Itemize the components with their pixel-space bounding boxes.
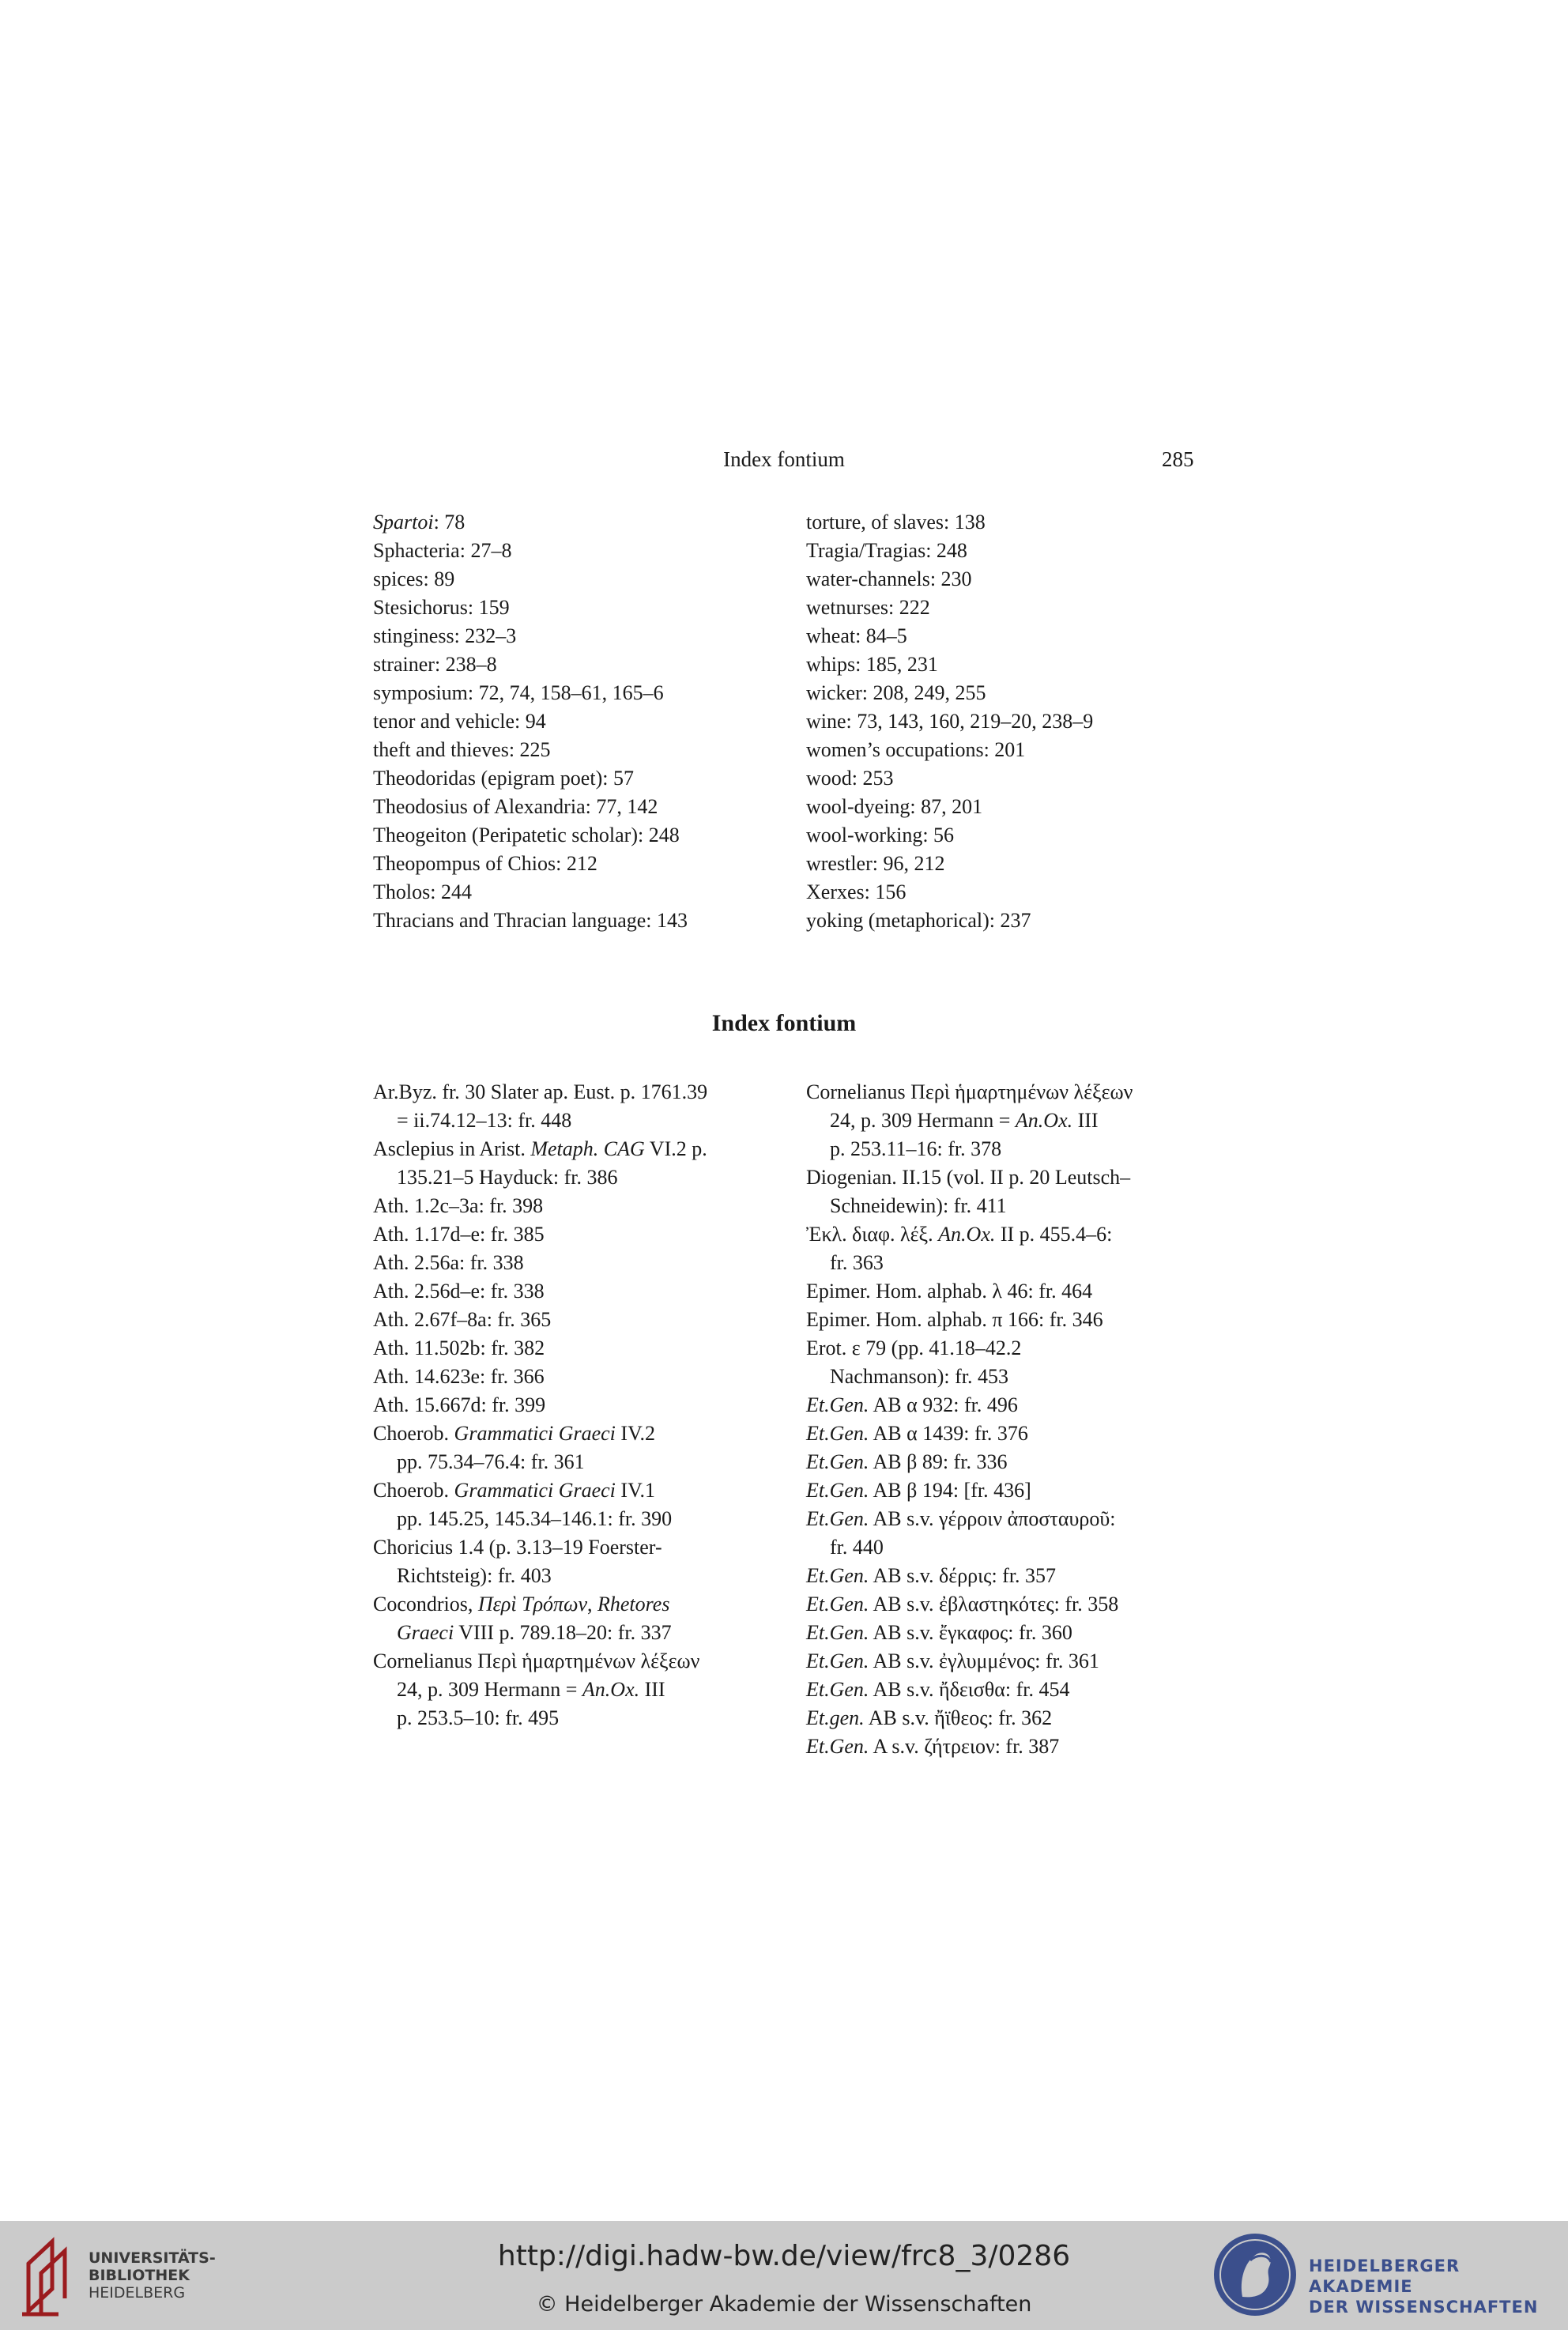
text-span: wheat: 84–5 xyxy=(806,624,907,647)
entry-first-line xyxy=(373,1533,792,1562)
text-span: Schneidewin): fr. 411 xyxy=(830,1194,1007,1217)
entry-first-line xyxy=(806,1732,1233,1761)
entry-first-line xyxy=(806,1676,1233,1704)
text-span: AB α 932: fr. 496 xyxy=(869,1393,1018,1416)
entry-first-line xyxy=(373,1590,792,1619)
entry-continuation-line xyxy=(806,1192,1233,1220)
entry-continuation-line xyxy=(373,1505,792,1533)
text-span: 24, p. 309 Hermann = xyxy=(830,1109,1016,1132)
index-entry xyxy=(806,793,1217,821)
index-entry xyxy=(806,878,1217,907)
italic-text: Et.Gen. xyxy=(806,1735,869,1758)
index-entry xyxy=(806,736,1217,764)
source-entry xyxy=(806,1419,1233,1448)
text-span: wool-working: 56 xyxy=(806,824,955,846)
text-span: Ar.Byz. fr. 30 Slater ap. Eust. p. 1761.39 xyxy=(373,1080,708,1103)
academy-name xyxy=(1309,2256,1568,2317)
source-entry xyxy=(373,1363,792,1391)
subject-index-left-column xyxy=(373,508,784,935)
text-span: Epimer. Hom. alphab. λ 46: fr. 464 xyxy=(806,1280,1093,1303)
entry-first-line xyxy=(806,1306,1233,1334)
text-span: Ath. 2.67f–8a: fr. 365 xyxy=(373,1308,552,1331)
text-span: Ath. 11.502b: fr. 382 xyxy=(373,1337,545,1359)
text-span: Choerob. xyxy=(373,1479,454,1502)
index-entry xyxy=(806,679,1217,707)
entry-first-line xyxy=(806,1419,1233,1448)
text-span: Stesichorus: 159 xyxy=(373,596,510,619)
italic-text: An.Ox. xyxy=(938,1223,996,1246)
italic-text: Et.Gen. xyxy=(806,1393,869,1416)
entry-first-line xyxy=(373,1647,792,1676)
entry-first-line xyxy=(373,1135,792,1163)
index-entry xyxy=(806,850,1217,878)
library-name-line1: UNIVERSITÄTS- xyxy=(89,2249,216,2267)
text-span: Nachmanson): fr. 453 xyxy=(830,1365,1009,1388)
source-entry xyxy=(806,1704,1233,1732)
text-span: Tholos: 244 xyxy=(373,880,472,903)
italic-text: Spartoi xyxy=(373,511,434,533)
section-heading: Index fontium xyxy=(711,1010,857,1036)
entry-first-line xyxy=(806,1619,1233,1647)
source-entry xyxy=(806,1505,1233,1562)
index-entry xyxy=(806,622,1217,650)
text-span: AB β 194: [fr. 436] xyxy=(869,1479,1031,1502)
entry-first-line xyxy=(806,1704,1233,1732)
academy-name-line2: DER WISSENSCHAFTEN xyxy=(1309,2298,1539,2317)
text-span: Sphacteria: 27–8 xyxy=(373,539,512,562)
text-span: AB s.v. γέρροιν ἀποσταυροῦ: xyxy=(869,1507,1116,1530)
text-span: AB s.v. ἐγλυμμένος: fr. 361 xyxy=(869,1649,1099,1672)
source-entry xyxy=(373,1306,792,1334)
source-entry xyxy=(373,1135,792,1192)
entry-first-line xyxy=(806,1334,1233,1363)
italic-text: Grammatici Graeci xyxy=(454,1479,616,1502)
text-span: water-channels: 230 xyxy=(806,567,972,590)
entry-continuation-line xyxy=(373,1676,792,1704)
text-span: Ath. 2.56d–e: fr. 338 xyxy=(373,1280,545,1303)
source-entry xyxy=(373,1647,792,1732)
text-span: = ii.74.12–13: fr. 448 xyxy=(397,1109,572,1132)
italic-text: Et.Gen. xyxy=(806,1507,869,1530)
text-span: wicker: 208, 249, 255 xyxy=(806,681,986,704)
entry-first-line xyxy=(806,1391,1233,1419)
text-span: Ath. 2.56a: fr. 338 xyxy=(373,1251,524,1274)
copyright-notice: © Heidelberger Akademie der Wissenschaften xyxy=(536,2292,1032,2317)
entry-first-line xyxy=(806,1590,1233,1619)
index-entry xyxy=(373,793,784,821)
italic-text: Et.Gen. xyxy=(806,1450,869,1473)
source-entry xyxy=(806,1334,1233,1391)
source-entry xyxy=(373,1533,792,1590)
index-entry xyxy=(806,594,1217,622)
italic-text: Et.Gen. xyxy=(806,1422,869,1445)
text-span: AB s.v. ἐβλαστηκότες: fr. 358 xyxy=(869,1593,1119,1616)
text-span: wine: 73, 143, 160, 219–20, 238–9 xyxy=(806,710,1094,733)
italic-text: Et.Gen. xyxy=(806,1479,869,1502)
text-span: Tragia/Tragias: 248 xyxy=(806,539,967,562)
entry-continuation-line xyxy=(373,1704,792,1732)
text-span: strainer: 238–8 xyxy=(373,653,497,676)
entry-first-line xyxy=(373,1220,792,1249)
entry-continuation-line xyxy=(373,1448,792,1476)
text-span: Ath. 14.623e: fr. 366 xyxy=(373,1365,545,1388)
index-entry xyxy=(373,878,784,907)
index-fontium-left-column xyxy=(373,1078,792,1732)
text-span: Asclepius in Arist. xyxy=(373,1137,531,1160)
entry-first-line xyxy=(373,1192,792,1220)
text-span: Ath. 1.2c–3a: fr. 398 xyxy=(373,1194,544,1217)
entry-first-line xyxy=(373,1363,792,1391)
text-span: wood: 253 xyxy=(806,767,894,790)
entry-first-line xyxy=(806,1448,1233,1476)
text-span: yoking (metaphorical): 237 xyxy=(806,909,1031,932)
index-entry xyxy=(373,850,784,878)
index-entry xyxy=(373,679,784,707)
text-span: Ath. 1.17d–e: fr. 385 xyxy=(373,1223,545,1246)
entry-continuation-line xyxy=(806,1135,1233,1163)
text-span: pp. 75.34–76.4: fr. 361 xyxy=(397,1450,585,1473)
text-span: wrestler: 96, 212 xyxy=(806,852,945,875)
source-entry xyxy=(806,1476,1233,1505)
entry-first-line xyxy=(373,1249,792,1277)
text-span: Theodosius of Alexandria: 77, 142 xyxy=(373,795,658,818)
index-entry xyxy=(806,650,1217,679)
entry-first-line xyxy=(373,1476,792,1505)
source-entry xyxy=(373,1334,792,1363)
source-entry xyxy=(373,1277,792,1306)
entry-first-line xyxy=(373,1419,792,1448)
text-span: women’s occupations: 201 xyxy=(806,738,1026,761)
index-entry xyxy=(806,707,1217,736)
source-entry xyxy=(373,1476,792,1533)
source-entry xyxy=(373,1192,792,1220)
subject-index-right-column xyxy=(806,508,1217,935)
text-span: fr. 440 xyxy=(830,1536,884,1559)
academy-emblem-icon xyxy=(1211,2230,1299,2319)
index-entry xyxy=(806,508,1217,537)
library-name-line2: BIBLIOTHEK xyxy=(89,2267,190,2284)
source-entry xyxy=(806,1676,1233,1704)
source-entry xyxy=(373,1419,792,1476)
text-span: Theogeiton (Peripatetic scholar): 248 xyxy=(373,824,680,846)
source-entry xyxy=(806,1306,1233,1334)
index-entry xyxy=(806,565,1217,594)
entry-continuation-line xyxy=(806,1363,1233,1391)
source-entry xyxy=(373,1391,792,1419)
text-span: III xyxy=(639,1678,665,1701)
italic-text: Et.Gen. xyxy=(806,1593,869,1616)
italic-text: An.Ox. xyxy=(1015,1109,1073,1132)
text-span: tenor and vehicle: 94 xyxy=(373,710,546,733)
text-span: Ἐκλ. διαφ. λέξ. xyxy=(806,1223,939,1246)
index-fontium-right-column xyxy=(806,1078,1233,1761)
entry-continuation-line xyxy=(806,1249,1233,1277)
entry-first-line xyxy=(806,1505,1233,1533)
page-number: 285 xyxy=(1162,447,1194,471)
italic-text: Et.Gen. xyxy=(806,1649,869,1672)
source-entry xyxy=(806,1220,1233,1277)
academy-name-line1: HEIDELBERGER AKADEMIE xyxy=(1309,2256,1461,2296)
permalink-url[interactable]: http://digi.hadw-bw.de/view/frc8_3/0286 xyxy=(497,2240,1071,2272)
source-entry xyxy=(806,1391,1233,1419)
entry-first-line xyxy=(373,1078,792,1107)
text-span: Diogenian. II.15 (vol. II p. 20 Leutsch– xyxy=(806,1166,1131,1189)
index-entry xyxy=(373,821,784,850)
source-entry xyxy=(373,1078,792,1135)
text-span: Choricius 1.4 (p. 3.13–19 Foerster- xyxy=(373,1536,662,1559)
index-entry xyxy=(806,764,1217,793)
source-entry xyxy=(806,1078,1233,1163)
entry-first-line xyxy=(806,1220,1233,1249)
text-span: Thracians and Thracian language: 143 xyxy=(373,909,688,932)
entry-continuation-line xyxy=(373,1562,792,1590)
text-span: wool-dyeing: 87, 201 xyxy=(806,795,983,818)
source-entry xyxy=(806,1163,1233,1220)
text-span: Xerxes: 156 xyxy=(806,880,906,903)
text-span: Richtsteig): fr. 403 xyxy=(397,1564,552,1587)
text-span: AB s.v. ἤϊθεος: fr. 362 xyxy=(864,1706,1053,1729)
italic-text: Metaph. CAG xyxy=(530,1137,645,1160)
text-span: wetnurses: 222 xyxy=(806,596,930,619)
source-entry xyxy=(373,1220,792,1249)
entry-first-line xyxy=(806,1078,1233,1107)
source-entry xyxy=(806,1619,1233,1647)
text-span: AB s.v. ἤδεισθα: fr. 454 xyxy=(869,1678,1070,1701)
footer-bar xyxy=(0,2221,1568,2330)
text-span: AB β 89: fr. 336 xyxy=(869,1450,1008,1473)
italic-text: An.Ox. xyxy=(582,1678,640,1701)
text-span: Ath. 15.667d: fr. 399 xyxy=(373,1393,546,1416)
source-entry xyxy=(806,1277,1233,1306)
entry-first-line xyxy=(373,1306,792,1334)
index-entry xyxy=(806,821,1217,850)
source-entry xyxy=(806,1448,1233,1476)
entry-continuation-line xyxy=(373,1107,792,1135)
text-span: Erot. ε 79 (pp. 41.18–42.2 xyxy=(806,1337,1022,1359)
entry-continuation-line xyxy=(806,1107,1233,1135)
index-entry xyxy=(806,907,1217,935)
text-span: , xyxy=(586,1593,597,1616)
text-span: AB s.v. ἔγκαφος: fr. 360 xyxy=(869,1621,1072,1644)
index-entry xyxy=(373,650,784,679)
library-name-line3: HEIDELBERG xyxy=(89,2284,186,2302)
italic-text: Grammatici Graeci xyxy=(454,1422,616,1445)
text-span: fr. 363 xyxy=(830,1251,884,1274)
text-span: pp. 145.25, 145.34–146.1: fr. 390 xyxy=(397,1507,673,1530)
text-span: theft and thieves: 225 xyxy=(373,738,551,761)
entry-continuation-line xyxy=(373,1163,792,1192)
text-span: A s.v. ζήτρειον: fr. 387 xyxy=(869,1735,1060,1758)
text-span: II p. 455.4–6: xyxy=(995,1223,1113,1246)
text-span: Theodoridas (epigram poet): 57 xyxy=(373,767,634,790)
text-span: VI.2 p. xyxy=(644,1137,707,1160)
text-span: IV.2 xyxy=(615,1422,655,1445)
text-span: AB α 1439: fr. 376 xyxy=(869,1422,1028,1445)
text-span: symposium: 72, 74, 158–61, 165–6 xyxy=(373,681,664,704)
text-span: VIII p. 789.18–20: fr. 337 xyxy=(454,1621,672,1644)
entry-first-line xyxy=(806,1647,1233,1676)
text-span: stinginess: 232–3 xyxy=(373,624,517,647)
text-span: spices: 89 xyxy=(373,567,455,590)
source-entry xyxy=(806,1732,1233,1761)
running-title: Index fontium xyxy=(723,447,845,471)
source-entry xyxy=(806,1562,1233,1590)
italic-text: Et.Gen. xyxy=(806,1564,869,1587)
index-entry xyxy=(373,565,784,594)
index-entry xyxy=(373,736,784,764)
text-span: torture, of slaves: 138 xyxy=(806,511,986,533)
text-span: IV.1 xyxy=(615,1479,655,1502)
italic-text: Et.Gen. xyxy=(806,1678,869,1701)
index-entry xyxy=(373,622,784,650)
entry-first-line xyxy=(806,1562,1233,1590)
entry-continuation-line xyxy=(806,1533,1233,1562)
entry-first-line xyxy=(806,1277,1233,1306)
index-entry xyxy=(373,537,784,565)
italic-text: Rhetores xyxy=(597,1593,670,1616)
text-span: Epimer. Hom. alphab. π 166: fr. 346 xyxy=(806,1308,1103,1331)
text-span: whips: 185, 231 xyxy=(806,653,938,676)
text-span: Cocondrios, xyxy=(373,1593,478,1616)
text-span: 135.21–5 Hayduck: fr. 386 xyxy=(397,1166,618,1189)
entry-first-line xyxy=(373,1391,792,1419)
text-span: Cornelianus Περὶ ἡμαρτημένων λέξεων xyxy=(806,1080,1133,1103)
index-entry xyxy=(806,537,1217,565)
entry-first-line xyxy=(373,1334,792,1363)
text-span: : 78 xyxy=(433,511,466,533)
source-entry xyxy=(373,1249,792,1277)
source-entry xyxy=(806,1590,1233,1619)
italic-text: Graeci xyxy=(397,1621,454,1644)
text-span: Choerob. xyxy=(373,1422,454,1445)
text-span: AB s.v. δέρρις: fr. 357 xyxy=(869,1564,1057,1587)
italic-text: Et.Gen. xyxy=(806,1621,869,1644)
entry-first-line xyxy=(806,1476,1233,1505)
text-span: 24, p. 309 Hermann = xyxy=(397,1678,582,1701)
index-entry xyxy=(373,764,784,793)
italic-text: Περὶ Τρόπων xyxy=(477,1593,587,1616)
source-entry xyxy=(373,1590,792,1647)
source-entry xyxy=(806,1647,1233,1676)
entry-first-line xyxy=(373,1277,792,1306)
italic-text: Et.gen. xyxy=(806,1706,865,1729)
text-span: Theopompus of Chios: 212 xyxy=(373,852,597,875)
text-span: p. 253.5–10: fr. 495 xyxy=(397,1706,560,1729)
text-span: p. 253.11–16: fr. 378 xyxy=(830,1137,1002,1160)
text-span: III xyxy=(1072,1109,1099,1132)
index-entry xyxy=(373,594,784,622)
index-entry xyxy=(373,707,784,736)
index-entry xyxy=(373,508,784,537)
index-entry xyxy=(373,907,784,935)
entry-first-line xyxy=(806,1163,1233,1192)
text-span: Cornelianus Περὶ ἡμαρτημένων λέξεων xyxy=(373,1649,700,1672)
entry-continuation-line xyxy=(373,1619,792,1647)
